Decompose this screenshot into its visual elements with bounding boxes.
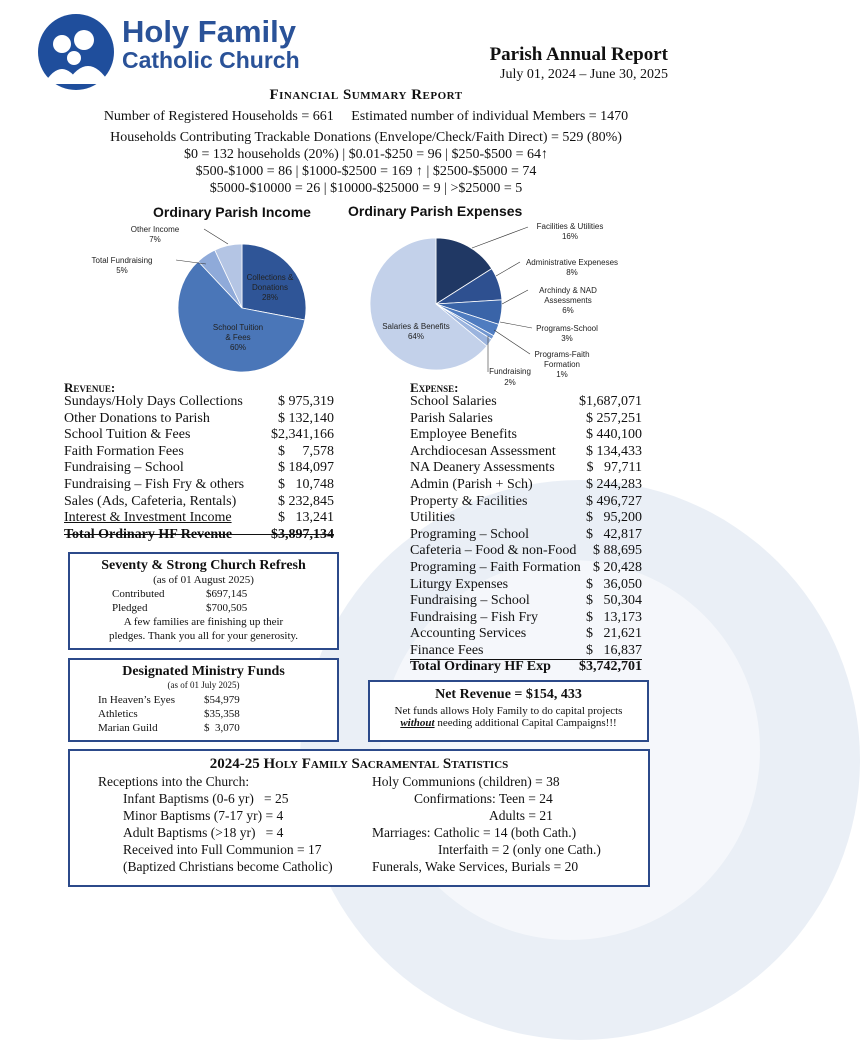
expense-row-amount: $ 134,433: [586, 443, 642, 459]
stat-left: Received into Full Communion = 17: [123, 842, 322, 857]
expense-row-amount: $ 20,428: [593, 560, 642, 575]
expense-row-label: Fundraising – Fish Fry: [410, 609, 538, 625]
label-total-fundraising: Total Fundraising: [91, 256, 153, 265]
revenue-row-label: School Tuition & Fees: [64, 427, 191, 443]
income-pie-chart: [91, 222, 320, 382]
expense-row-label: Archdiocesan Assessment: [410, 443, 556, 459]
refresh-pledged-amount: $700,505: [206, 602, 248, 614]
stat-right: Funerals, Wake Services, Burials = 20: [372, 859, 579, 874]
net-revenue-box: [368, 680, 649, 742]
revenue-row-amount: $ 10,748: [278, 477, 334, 492]
expense-row-amount: $ 16,837: [586, 643, 642, 658]
summary-line-brackets3: $5000-$10000 = 26 | $10000-$25000 = 9 | >$25000 = 5: [209, 181, 523, 196]
ministry-item-amount: $ 3,070: [204, 722, 240, 734]
ministry-item-label: Athletics: [98, 708, 138, 720]
summary-line-brackets1: $0 = 132 households (20%) | $0.01-$250 = 96 | $250-$500 = 64↑: [183, 147, 549, 162]
label-tuition-pct: 60%: [229, 343, 247, 352]
expense-pie-chart: [360, 218, 660, 390]
refresh-box: [68, 552, 339, 650]
stat-left: Receptions into the Church:: [98, 774, 250, 789]
church-name-line1: Holy Family: [122, 14, 296, 49]
stat-right: Holy Communions (children) = 38: [372, 774, 560, 789]
expense-row-label: Accounting Services: [410, 626, 527, 642]
stat-left: (Baptized Christians become Catholic): [123, 859, 333, 874]
ministry-title: Designated Ministry Funds: [122, 664, 285, 679]
revenue-row-amount: $ 975,319: [278, 394, 334, 409]
label-collections-pct: 28%: [261, 293, 279, 302]
label-archindy-2: Assessments: [544, 296, 592, 305]
label-tuition: School Tuition: [212, 323, 264, 332]
revenue-row-label: Faith Formation Fees: [64, 443, 184, 459]
expense-row-amount: $ 42,817: [586, 526, 642, 542]
expense-row-label: NA Deanery Assessments: [410, 460, 555, 476]
expense-row-label: Admin (Parish + Sch): [410, 477, 533, 492]
label-facilities-pct: 16%: [561, 232, 579, 241]
revenue-total-amount: $3,897,134: [271, 527, 334, 542]
report-dates: July 01, 2024 – June 30, 2025: [500, 67, 668, 82]
stat-right: Confirmations: Teen = 24: [414, 791, 553, 806]
expense-row-label: Parish Salaries: [410, 410, 493, 426]
expense-row-label: Cafeteria – Food & non-Food: [410, 543, 577, 559]
ministry-item-label: Marian Guild: [98, 722, 158, 734]
revenue-heading: Revenue:: [64, 380, 116, 395]
label-facilities: Facilities & Utilities: [536, 222, 604, 231]
expense-row-label: Programing – School: [410, 526, 529, 542]
expense-row-label: Finance Fees: [410, 643, 484, 658]
ministry-box: [68, 658, 339, 742]
revenue-row-amount: $ 13,241: [278, 510, 334, 526]
ministry-item-amount: $35,358: [204, 708, 240, 720]
refresh-contributed-label: Contributed: [112, 588, 165, 600]
stat-right: Adults = 21: [489, 808, 553, 823]
expense-row-label: Utilities: [410, 510, 456, 526]
expense-heading: Expense:: [410, 380, 459, 395]
expense-row-label: Programing – Faith Formation: [410, 560, 581, 575]
label-archindy-pct: 6%: [562, 306, 574, 315]
label-other-income-pct: 7%: [149, 235, 161, 244]
expense-row-amount: $ 95,200: [586, 510, 642, 526]
net-revenue-line2: [370, 717, 647, 729]
stat-right: Marriages: Catholic = 14 (both Cath.): [372, 825, 577, 840]
expense-row-amount: $ 50,304: [586, 593, 642, 609]
revenue-row-label: Sundays/Holy Days Collections: [64, 394, 243, 409]
stat-left: Minor Baptisms (7-17 yr) = 4: [123, 808, 284, 823]
revenue-row-label: Sales (Ads, Cafeteria, Rentals): [64, 493, 237, 509]
revenue-row-label: Fundraising – Fish Fry & others: [64, 477, 245, 492]
revenue-row-amount: $ 132,140: [278, 410, 334, 426]
expense-row-label: School Salaries: [410, 394, 497, 409]
revenue-row-amount: $ 7,578: [278, 443, 334, 459]
stat-right: Interfaith = 2 (only one Cath.): [438, 842, 601, 857]
label-tuition-2: & Fees: [225, 333, 251, 342]
revenue-row-label: Other Donations to Parish: [64, 410, 210, 426]
expense-row-label: Fundraising – School: [410, 593, 530, 609]
expense-row-label: Liturgy Expenses: [410, 576, 509, 592]
refresh-pledged-label: Pledged: [112, 602, 148, 614]
revenue-row-amount: $ 184,097: [278, 460, 334, 476]
summary-line-households: Number of Registered Households = 661 Estimated number of individual Members = 1470: [103, 109, 629, 124]
expense-total-label: Total Ordinary HF Exp: [410, 659, 551, 674]
label-programs-school: Programs-School: [536, 324, 598, 333]
expense-row-amount: $ 13,173: [586, 609, 642, 625]
label-salaries-pct: 64%: [407, 332, 425, 341]
revenue-row-label: Interest & Investment Income: [64, 510, 232, 526]
expense-row-amount: $ 440,100: [586, 427, 642, 443]
label-admin: Administrative Expeneses: [525, 258, 619, 267]
report-title: Parish Annual Report: [489, 44, 668, 65]
expense-row-amount: $ 257,251: [586, 410, 642, 426]
income-chart-title: Ordinary Parish Income: [153, 204, 311, 220]
expense-row-amount: $ 244,283: [586, 477, 642, 492]
net-revenue-line2-rest: needing additional Capital Campaigns!!!: [434, 717, 617, 729]
label-faith-formation-pct: 1%: [556, 370, 568, 379]
revenue-row-label: Fundraising – School: [64, 460, 184, 476]
stat-left: Adult Baptisms (>18 yr) = 4: [123, 825, 284, 840]
net-revenue-title: Net Revenue = $154, 433: [435, 687, 582, 702]
expense-chart-title: Ordinary Parish Expenses: [348, 203, 523, 219]
expense-row-amount: $ 496,727: [586, 493, 642, 509]
church-name-line2: Catholic Church: [122, 47, 300, 73]
expense-row-amount: $ 88,695: [593, 543, 642, 559]
net-revenue-line1: Net funds allows Holy Family to do capital projects: [394, 705, 623, 717]
label-archindy: Archindy & NAD: [539, 286, 597, 295]
expense-row-amount: $ 21,621: [586, 626, 642, 642]
label-admin-pct: 8%: [566, 268, 578, 277]
refresh-contributed-amount: $697,145: [206, 588, 248, 600]
label-total-fundraising-pct: 5%: [116, 266, 128, 275]
label-programs-school-pct: 3%: [561, 334, 573, 343]
expense-row-label: Property & Facilities: [410, 493, 528, 509]
expense-row-amount: $ 36,050: [586, 576, 642, 592]
label-faith-formation-2: Formation: [543, 360, 581, 369]
stats-title: 2024-25 Holy Family Sacramental Statistics: [209, 756, 509, 772]
label-faith-formation: Programs-Faith: [534, 350, 590, 359]
summary-line-brackets2: $500-$1000 = 86 | $1000-$2500 = 169 ↑ | $2500-$5000 = 74: [195, 164, 537, 179]
refresh-note1: A few families are finishing up their: [123, 616, 284, 628]
revenue-row-amount: $ 232,845: [278, 493, 334, 509]
label-other-income: Other Income: [130, 225, 180, 234]
revenue-row-amount: $2,341,166: [271, 427, 334, 443]
label-collections: Collections &: [246, 273, 294, 282]
label-collections-2: Donations: [251, 283, 289, 292]
summary-title: Financial Summary Report: [269, 87, 463, 103]
revenue-total-label: Total Ordinary HF Revenue: [64, 527, 233, 542]
expense-total-amount: $3,742,701: [579, 659, 642, 674]
expense-row-amount: $1,687,071: [579, 394, 642, 409]
net-revenue-without: without: [400, 717, 435, 729]
stat-left: Infant Baptisms (0-6 yr) = 25: [123, 791, 289, 806]
summary-line-contributing: Households Contributing Trackable Donations (Envelope/Check/Faith Direct) = 529 (80%): [110, 130, 622, 145]
ministry-asof: (as of 01 July 2025): [167, 680, 240, 690]
refresh-asof: (as of 01 August 2025): [153, 574, 254, 586]
expense-row-label: Employee Benefits: [410, 427, 517, 443]
church-logo-icon: [38, 14, 114, 90]
refresh-note2: pledges. Thank you all for your generosity.: [108, 630, 299, 642]
refresh-title: Seventy & Strong Church Refresh: [101, 558, 306, 573]
label-fundraising-pct: 2%: [504, 378, 516, 387]
ministry-item-amount: $54,979: [204, 694, 240, 706]
label-salaries: Salaries & Benefits: [382, 322, 450, 331]
ministry-item-label: In Heaven’s Eyes: [98, 694, 175, 706]
label-fundraising: Fundraising: [489, 367, 531, 376]
expense-row-amount: $ 97,711: [586, 460, 642, 476]
